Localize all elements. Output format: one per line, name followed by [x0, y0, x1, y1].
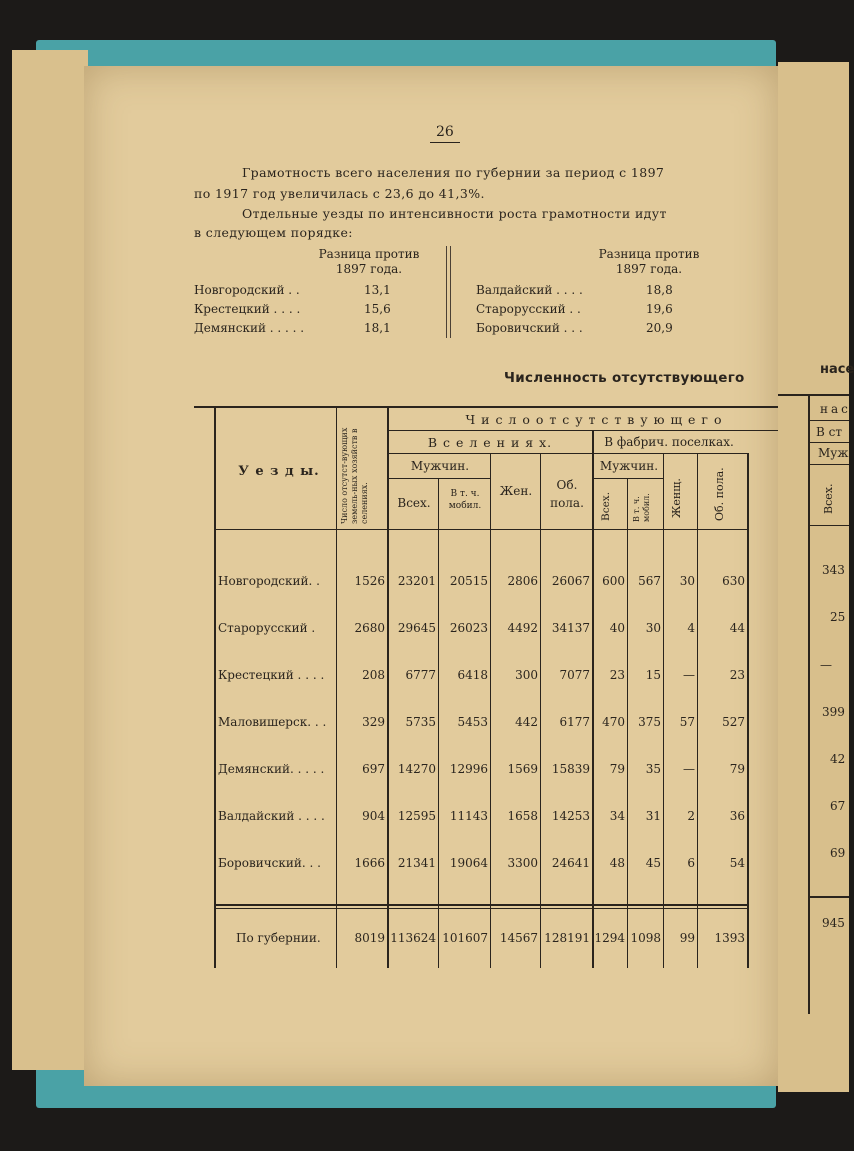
table-rule	[490, 453, 491, 968]
district-name: Крестецкий . . . .	[218, 668, 325, 682]
cell-both: 6177	[559, 715, 590, 729]
next-page-value: 945	[822, 916, 845, 930]
table-rule	[214, 904, 747, 906]
cell-wom: 4492	[507, 621, 538, 635]
next-page-title: насе	[820, 362, 854, 377]
district-name: Валдайский . . . .	[218, 809, 325, 823]
district-name: Боровичский. . .	[218, 856, 321, 870]
ranking-name: Крестецкий . . . .	[194, 302, 301, 316]
cell-f-wom: 30	[679, 574, 695, 588]
table-rule	[593, 478, 663, 479]
cell-f-wom: 57	[679, 715, 695, 729]
cell-f-both: 79	[729, 762, 745, 776]
intro-paragraph-line: Отдельные уезды по интенсивности роста грамотности идут	[242, 206, 667, 221]
next-page-value: 69	[830, 846, 846, 860]
cell-both: 15839	[551, 762, 590, 776]
table-rule	[387, 453, 747, 454]
cell-f-both: 23	[729, 668, 745, 682]
page-number: 26	[430, 124, 460, 143]
cell-f-both: 1393	[714, 931, 745, 945]
cell-mob: 26023	[449, 621, 488, 635]
ranking-header-right: Разница против 1897 года.	[598, 247, 700, 276]
table-rule	[194, 406, 778, 408]
header-households: Число отсутст-вующих земель-ных хозяйств в селениях.	[340, 427, 369, 524]
cell-hh: 1666	[354, 856, 385, 870]
next-page-fragment	[778, 62, 854, 1092]
cell-wom: 2806	[507, 574, 538, 588]
cell-mob: 19064	[449, 856, 488, 870]
next-page-header: В ст	[816, 425, 842, 439]
cell-f-mob: 30	[645, 621, 661, 635]
cell-f-both: 54	[729, 856, 745, 870]
ranking-value: 19,6	[646, 302, 673, 316]
cell-f-all: 600	[602, 574, 625, 588]
cell-mob: 5453	[457, 715, 488, 729]
cell-f-wom: —	[683, 668, 695, 682]
header-incl-mobil: В т. ч. мобил.	[448, 489, 482, 511]
district-name: Новгородский. .	[218, 574, 320, 588]
cell-f-mob: 35	[645, 762, 661, 776]
cell-f-all: 34	[609, 809, 625, 823]
header-all: Всех.	[397, 496, 431, 510]
cell-f-wom: 99	[679, 931, 695, 945]
cell-f-mob: 31	[645, 809, 661, 823]
cell-f-mob: 1098	[630, 931, 661, 945]
table-rule	[214, 529, 747, 530]
next-page-value: 42	[830, 752, 846, 766]
cell-both: 34137	[551, 621, 590, 635]
cell-f-all: 40	[609, 621, 625, 635]
district-name: Маловишерск. . .	[218, 715, 327, 729]
ranking-divider	[446, 246, 451, 338]
table-rule	[336, 408, 337, 968]
cell-wom: 1658	[507, 809, 538, 823]
ranking-name: Старорусский . .	[476, 302, 581, 316]
header-mobil-factory: В т. ч. мобил.	[632, 493, 651, 522]
cell-both: 24641	[551, 856, 590, 870]
cell-both: 26067	[551, 574, 590, 588]
table-rule	[592, 430, 594, 968]
intro-paragraph-line: по 1917 год увеличилась с 23,6 до 41,3%.	[194, 186, 485, 201]
next-page-value: —	[820, 658, 832, 672]
cell-f-all: 1294	[594, 931, 625, 945]
cell-wom: 1569	[507, 762, 538, 776]
cell-both: 14253	[551, 809, 590, 823]
cell-hh: 1526	[354, 574, 385, 588]
book-page	[84, 66, 778, 1086]
cell-all: 6777	[405, 668, 436, 682]
ranking-value: 18,8	[646, 283, 673, 297]
ranking-value: 13,1	[364, 283, 391, 297]
header-women: Жен.	[499, 484, 533, 498]
cell-all: 29645	[397, 621, 436, 635]
cell-f-mob: 15	[645, 668, 661, 682]
table-rule	[663, 453, 664, 968]
cell-f-all: 79	[609, 762, 625, 776]
cell-mob: 6418	[457, 668, 488, 682]
header-women-factory: Женщ.	[670, 478, 683, 518]
cell-wom: 442	[515, 715, 538, 729]
table-rule	[387, 408, 389, 968]
cell-f-both: 527	[722, 715, 745, 729]
next-page-value: 25	[830, 610, 846, 624]
cell-all: 12595	[397, 809, 436, 823]
cell-hh: 329	[362, 715, 385, 729]
cell-hh: 904	[362, 809, 385, 823]
ranking-name: Демянский . . . . .	[194, 321, 305, 335]
ranking-value: 20,9	[646, 321, 673, 335]
district-name: Старорусский .	[218, 621, 316, 635]
cell-f-wom: 2	[687, 809, 695, 823]
header-absent-total: Ч и с л о о т с у т с т в у ю щ е г о	[465, 412, 723, 427]
cell-hh: 8019	[354, 931, 385, 945]
table-rule	[697, 453, 698, 968]
cell-f-both: 44	[729, 621, 745, 635]
next-page-header: Всех.	[822, 483, 835, 514]
cell-all: 5735	[405, 715, 436, 729]
header-both: Об. пола.	[550, 478, 584, 510]
cell-hh: 2680	[354, 621, 385, 635]
ranking-name: Валдайский . . . .	[476, 283, 583, 297]
cell-mob: 20515	[449, 574, 488, 588]
table-rule	[214, 908, 747, 909]
next-page-header: нас	[820, 402, 851, 416]
header-uezdy: У е з д ы.	[238, 464, 320, 479]
header-in-villages: В с е л е н и я х.	[427, 435, 553, 450]
next-page-value: 67	[830, 799, 846, 813]
table-title: Численность отсутствующего	[504, 370, 745, 386]
cell-wom: 3300	[507, 856, 538, 870]
cell-hh: 208	[362, 668, 385, 682]
ranking-value: 15,6	[364, 302, 391, 316]
cell-f-all: 470	[602, 715, 625, 729]
header-men: Мужчин.	[410, 459, 470, 473]
cell-hh: 697	[362, 762, 385, 776]
header-both-factory: Об. пола.	[713, 467, 726, 521]
cell-mob: 11143	[449, 809, 488, 823]
ranking-value: 18,1	[364, 321, 391, 335]
intro-paragraph-line: Грамотность всего населения по губернии за период с 1897	[242, 165, 665, 180]
cell-both: 7077	[559, 668, 590, 682]
cell-f-mob: 45	[645, 856, 661, 870]
cell-all: 113624	[390, 931, 436, 945]
cell-f-wom: 4	[687, 621, 695, 635]
next-page-value: 399	[822, 705, 845, 719]
cell-f-wom: 6	[687, 856, 695, 870]
header-all-factory: Всех.	[600, 491, 612, 521]
intro-paragraph-line: в следующем порядке:	[194, 225, 353, 240]
cell-mob: 12996	[449, 762, 488, 776]
cell-all: 21341	[397, 856, 436, 870]
cell-wom: 300	[515, 668, 538, 682]
cell-mob: 101607	[442, 931, 488, 945]
ranking-header-left: Разница против 1897 года.	[318, 247, 420, 276]
table-rule	[387, 430, 778, 431]
ranking-name: Боровичский . . .	[476, 321, 583, 335]
next-page-value: 343	[822, 563, 845, 577]
cell-f-both: 630	[722, 574, 745, 588]
previous-page-edge	[12, 50, 88, 1070]
cell-f-mob: 375	[638, 715, 661, 729]
next-page-header: Муж	[818, 446, 849, 460]
cell-f-mob: 567	[638, 574, 661, 588]
cell-f-wom: —	[683, 762, 695, 776]
header-men-factory: Мужчин.	[599, 459, 659, 473]
cell-f-all: 23	[609, 668, 625, 682]
cell-f-all: 48	[609, 856, 625, 870]
cell-all: 14270	[397, 762, 436, 776]
cell-wom: 14567	[499, 931, 538, 945]
cell-all: 23201	[397, 574, 436, 588]
table-rule	[214, 408, 216, 968]
table-rule	[747, 453, 749, 968]
cell-both: 128191	[544, 931, 590, 945]
table-rule	[540, 453, 541, 968]
district-name: Демянский. . . . .	[218, 762, 325, 776]
header-in-factory: В фабрич. поселках.	[604, 435, 734, 449]
cell-f-both: 36	[729, 809, 745, 823]
district-name: По губернии.	[236, 931, 321, 945]
ranking-name: Новгородский . .	[194, 283, 300, 297]
